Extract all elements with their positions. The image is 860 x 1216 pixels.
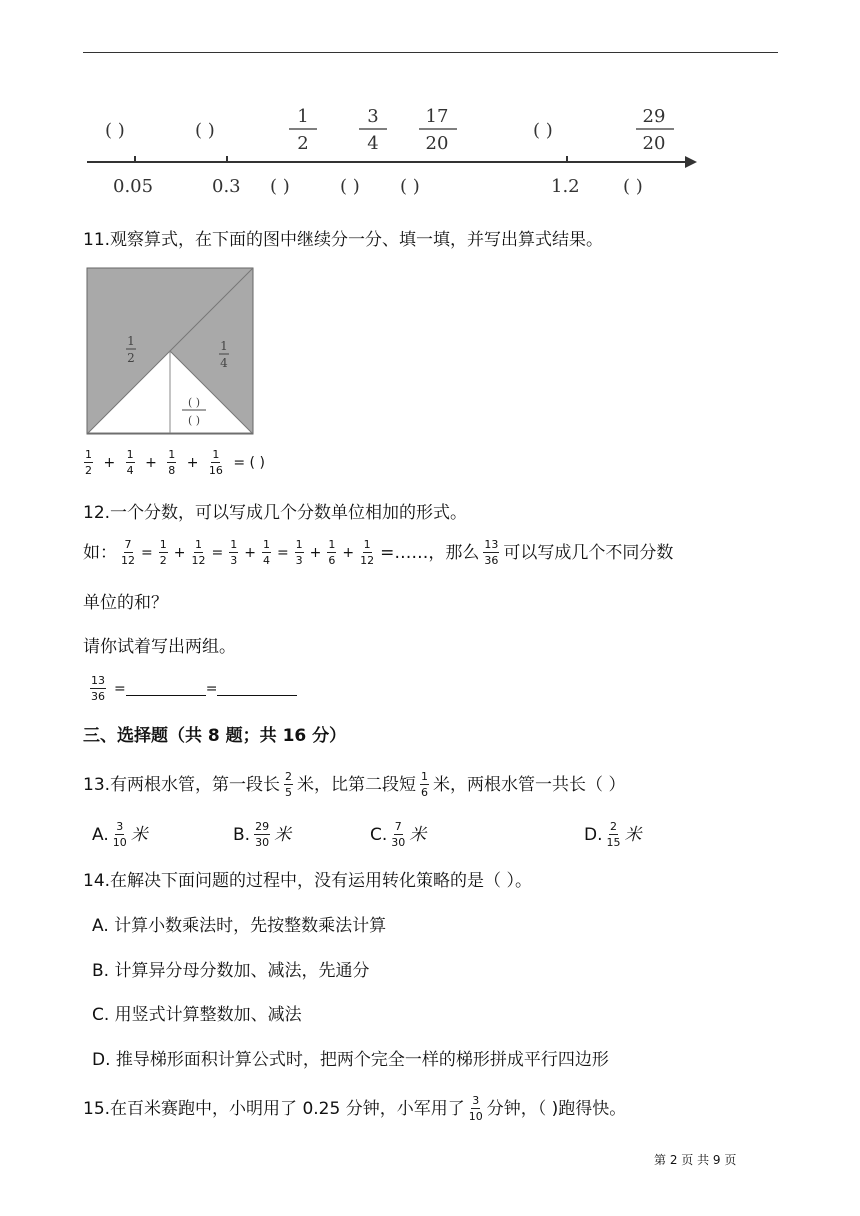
example-operator: + — [173, 544, 186, 561]
bottom-blank-3: ( ) — [400, 176, 420, 197]
q13-question: 13.有两根水管，第一段长 $\frac{2}{5}$ 米，比第二段短 $\frac{1}{6}$ 米，两根水管一共长（ ） — [83, 770, 626, 799]
example-fraction: $\frac{7}{12}$ — [121, 538, 135, 567]
example-operator: = — [141, 544, 153, 561]
q14-option-c[interactable]: C. 用竖式计算整数加、减法 — [92, 1005, 302, 1025]
section-3-title: 三、选择题（共 8 题；共 16 分） — [83, 726, 347, 746]
number-line — [85, 100, 705, 200]
frac-29-20-den: 20 — [642, 133, 666, 154]
answer-blank[interactable]: = ( ) — [233, 454, 265, 471]
label-quarter-den: 4 — [220, 356, 228, 370]
target-fraction: $\frac{13}{36}$ — [484, 538, 499, 567]
example-fraction: $\frac{1}{2}$ — [159, 538, 167, 567]
q13-option-d[interactable]: D. $\frac{2}{15}$ 米 — [584, 820, 642, 849]
example-tail: =……，那么 — [380, 542, 480, 563]
q15-frac: $\frac{3}{10}$ — [468, 1094, 483, 1123]
bottom-blank-4: ( ) — [623, 176, 643, 197]
q12-example — [83, 538, 673, 567]
frac-17-20-den: 20 — [425, 133, 449, 154]
expr-term-1: $\frac{1}{2}$ — [85, 448, 92, 477]
q13-frac-2: $\frac{1}{6}$ — [421, 770, 429, 799]
answer-blank-2[interactable] — [217, 681, 297, 696]
q14-title: 14.在解决下面问题的过程中，没有运用转化策略的是（ ）。 — [83, 871, 532, 891]
q11-expression: $\frac{1}{2}$ + $\frac{1}{4}$ + $\frac{1}{8}$ + $\frac{1}{16}$ = ( ) — [85, 448, 265, 477]
top-blank-3: ( ) — [533, 120, 553, 141]
frac-1-2-den: 2 — [297, 133, 309, 154]
example-fraction: $\frac{1}{12}$ — [360, 538, 375, 567]
frac-3-4-num: 3 — [367, 106, 379, 127]
expr-term-2: $\frac{1}{4}$ — [126, 448, 134, 477]
label-blank-num: ( ) — [187, 396, 201, 409]
frac-1-2-num: 1 — [297, 106, 309, 127]
label-0-3: 0.3 — [212, 176, 241, 197]
top-blank-1: ( ) — [105, 120, 125, 141]
bottom-blank-2: ( ) — [340, 176, 360, 197]
answer-fraction: $\frac{13}{36}$ — [91, 674, 105, 703]
example-terms — [117, 538, 378, 567]
label-half-den: 2 — [127, 351, 135, 365]
q13-option-a[interactable]: A. $\frac{3}{10}$ 米 — [92, 820, 148, 849]
q13-frac-1: $\frac{2}{5}$ — [285, 770, 293, 799]
q13-option-c[interactable]: C. $\frac{7}{30}$ 米 — [370, 820, 427, 849]
q14-option-a[interactable]: A. 计算小数乘法时，先按整数乘法计算 — [92, 916, 387, 936]
example-prefix: 如： — [83, 542, 117, 563]
frac-17-20-num: 17 — [425, 106, 449, 127]
q11-square-figure — [86, 267, 256, 437]
example-fraction: $\frac{1}{12}$ — [191, 538, 206, 567]
example-operator: + — [244, 544, 256, 561]
example-operator: + — [342, 544, 355, 561]
example-operator: + — [309, 544, 322, 561]
bottom-blank-1: ( ) — [270, 176, 290, 197]
label-blank-den: ( ) — [187, 414, 201, 427]
expr-term-3: $\frac{1}{8}$ — [168, 448, 176, 477]
label-quarter-num: 1 — [220, 339, 228, 353]
example-fraction: $\frac{1}{4}$ — [262, 538, 270, 567]
example-operator: = — [276, 544, 289, 561]
example-fraction: $\frac{1}{3}$ — [295, 538, 303, 567]
q12-line3: 请你试着写出两组。 — [83, 637, 236, 657]
example-fraction: $\frac{1}{3}$ — [230, 538, 238, 567]
number-line-arrow — [685, 156, 697, 168]
q15-question: 15.在百米赛跑中，小明用了 0.25 分钟，小军用了 $\frac{3}{10}$ 分钟，（ )跑得快。 — [83, 1094, 627, 1123]
top-blank-2: ( ) — [195, 120, 215, 141]
example-operator: = — [211, 544, 224, 561]
frac-29-20-num: 29 — [642, 106, 666, 127]
label-half-num: 1 — [127, 334, 135, 348]
expr-term-4: $\frac{1}{16}$ — [208, 448, 223, 477]
frac-3-4-den: 4 — [367, 133, 379, 154]
q12-title: 12.一个分数，可以写成几个分数单位相加的形式。 — [83, 503, 468, 523]
example-end: 可以写成几个不同分数 — [503, 542, 674, 563]
q12-line2: 单位的和？ — [83, 593, 168, 613]
label-1-2: 1.2 — [551, 176, 580, 197]
label-0-05: 0.05 — [113, 176, 154, 197]
header-rule — [83, 52, 778, 53]
q14-option-b[interactable]: B. 计算异分母分数加、减法，先通分 — [92, 961, 370, 981]
q12-answer: $\frac{13}{36}$ = = — [86, 674, 297, 703]
page-footer: 第 2 页 共 9 页 — [654, 1153, 737, 1167]
answer-blank-1[interactable] — [126, 681, 206, 696]
q13-option-b[interactable]: B. $\frac{29}{30}$ 米 — [233, 820, 292, 849]
q14-option-d[interactable]: D. 推导梯形面积计算公式时，把两个完全一样的梯形拼成平行四边形 — [92, 1050, 609, 1070]
example-fraction: $\frac{1}{6}$ — [328, 538, 336, 567]
q11-title: 11.观察算式，在下面的图中继续分一分、填一填，并写出算式结果。 — [83, 230, 604, 250]
